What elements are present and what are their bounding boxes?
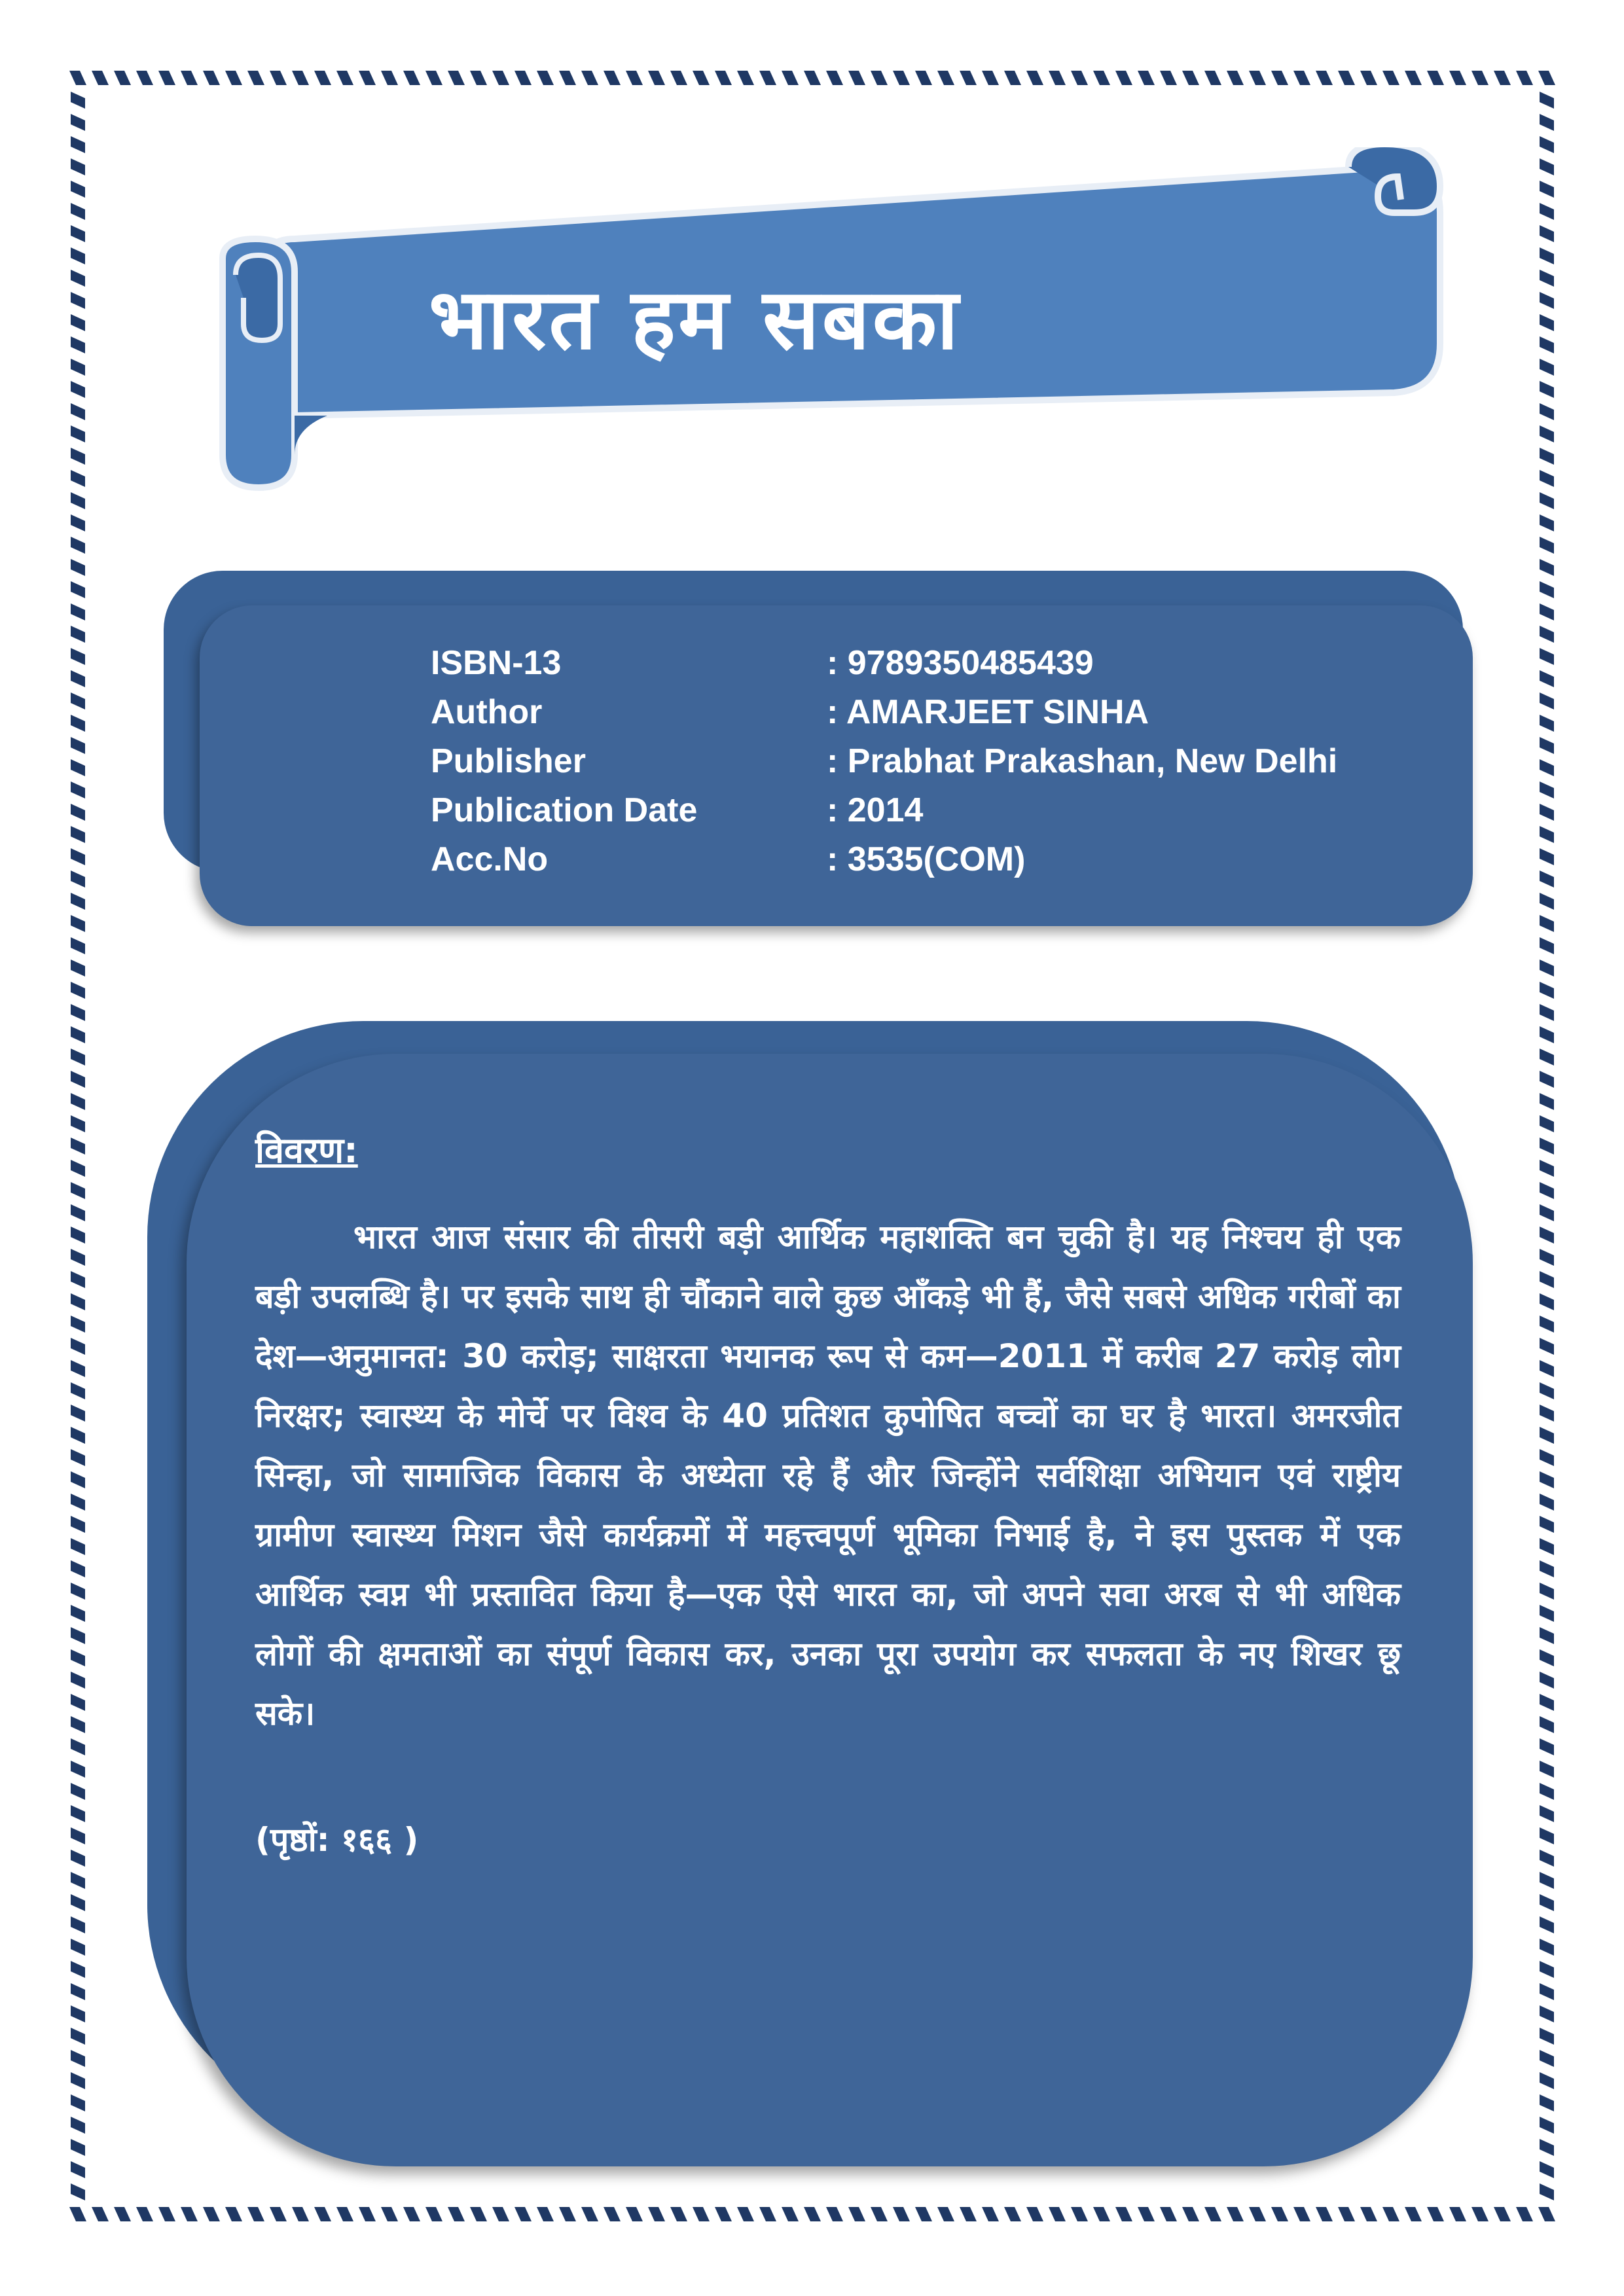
description-body: भारत आज संसार की तीसरी बड़ी आर्थिक महाशक्ति बन चुकी है। यह निश्चय ही एक बड़ी उपलब्धि है। पर इसके साथ ही चौंकाने वाले कुछ आँकड़े भी हैं, जैसे सबसे अधिक गरीबों का देश—अनुमानत: 30 करोड़; साक्षरता भयानक रूप से कम—2011 में करीब 27 करोड़ लोग निरक्षर; स्वास्थ्य के मोर्चे पर विश्व के 40 प्रतिशत कुपोषित बच्चों का घर है भारत। अमरजीत सिन्हा, जो सामाजिक विकास के अध्येता रहे हैं और जिन्होंने सर्वशिक्षा अभियान एवं राष्ट्रीय ग्रामीण स्वास्थ्य मिशन जैसे कार्यक्रमों में महत्त्वपूर्ण भूमिका निभाई है, ने इस पुस्तक में एक आर्थिक स्वप्न भी प्रस्तावित किया है—एक ऐसे भारत का, जो अपने सवा अरब से भी अधिक लोगों की क्षमताओं का संपूर्ण विकास कर, उनका पूरा उपयोग कर सफलता के नए शिखर छू सके। — [255, 1218, 1401, 1732]
info-row-publication-date — [431, 785, 1452, 834]
info-row-author — [431, 687, 1452, 736]
description-heading: विवरण: — [255, 1130, 358, 1171]
info-value: : 2014 — [827, 791, 924, 829]
info-row-publisher — [431, 736, 1452, 785]
info-value: : Prabhat Prakashan, New Delhi — [827, 742, 1338, 780]
border-bottom — [65, 2203, 1558, 2225]
book-info-table — [431, 638, 1452, 884]
border-top — [65, 65, 1558, 88]
page-count: (पृष्ठों: १६६ ) — [255, 1821, 419, 1859]
info-label: Publication Date — [431, 791, 698, 829]
info-value: : AMARJEET SINHA — [827, 692, 1149, 731]
border-right — [1536, 88, 1558, 2203]
info-label: ISBN-13 — [431, 643, 562, 682]
info-label: Acc.No — [431, 840, 549, 878]
info-value: : 3535(COM) — [827, 840, 1026, 878]
info-label: Publisher — [431, 742, 586, 780]
border-left — [65, 88, 88, 2203]
info-row-isbn — [431, 638, 1452, 687]
document-title: भारत हम सबका — [429, 271, 962, 368]
info-label: Author — [431, 692, 543, 731]
info-row-acc-no — [431, 834, 1452, 884]
info-value: : 9789350485439 — [827, 643, 1094, 682]
